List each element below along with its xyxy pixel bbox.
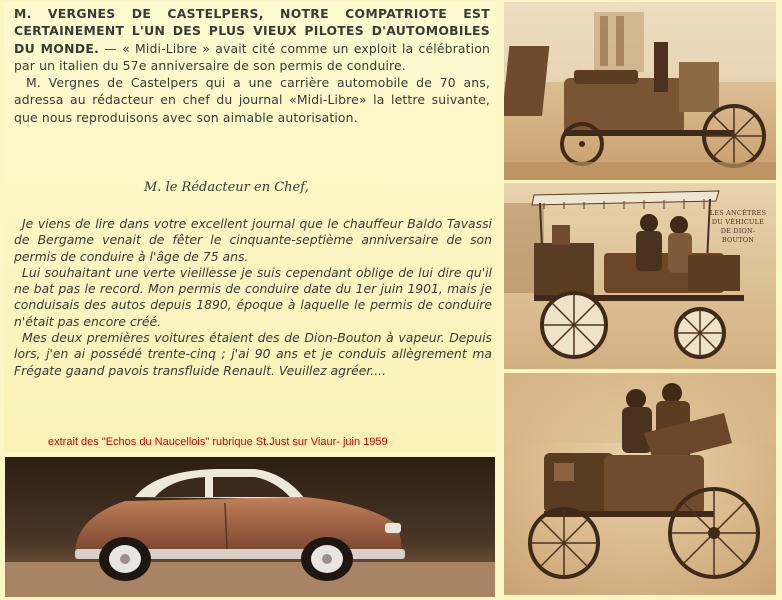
letter-paragraph: Lui souhaitant une verte vieillesse je suis cependant oblige de lui dire qu'il ne bat pas le record. Mon permis de conduire date du 1er juin 1901, mais je conduisais des autos depuis 1890, époque à laquelle le permis de conduire n'était pas encore créé. <box>14 264 492 329</box>
article-intro: — « Midi-Libre » avait cité comme un exploit la célébration par un italien du 57e anniversaire de son permis de conduire. <box>14 40 490 73</box>
letter-paragraph: Mes deux premières voitures étaient des de Dion-Bouton à vapeur. Depuis lors, j'en ai possédé trente-cinq ; j'ai 90 ans et je conduis allègrement ma Frégate gaand pavois transfluide Renault. Veuillez agréer.... <box>14 330 492 378</box>
photo-sign-text: LES ANCÊTRES DU VÉHICULE DE DION-BOUTON <box>709 209 767 244</box>
renault-fregate-photo <box>5 457 495 597</box>
source-caption: extrait des "Echos du Naucellois" rubrique St.Just sur Viaur- juin 1959 <box>48 436 388 448</box>
letter-paragraph: Je viens de lire dans votre excellent journal que le chauffeur Baldo Tavassi de Bergame venait de fêter le cinquante-septième anniversaire de son permis de conduire à l'âge de 75 ans. <box>14 216 492 264</box>
article-lead <box>14 5 490 126</box>
article-headline: M. VERGNES DE CASTELPERS, NOTRE COMPATRIOTE EST CERTAINEMENT L'UN DES PLUS VIEUX PILOTES D'AUTOMOBILES DU MONDE. <box>14 6 490 56</box>
newspaper-article <box>4 2 496 452</box>
letter-body <box>14 216 492 379</box>
dion-bouton-photo <box>504 183 776 369</box>
article-paragraph: M. Vergnes de Castelpers qui a une carrière automobile de 70 ans, adressa au rédacteur en chef du journal «Midi-Libre» la lettre suivante, que nous reproduisons avec son aimable autorisation. <box>14 75 490 125</box>
letter-salutation: M. le Rédacteur en Chef, <box>144 180 309 195</box>
vintage-car-photo <box>504 373 776 595</box>
steam-car-photo <box>504 2 776 180</box>
